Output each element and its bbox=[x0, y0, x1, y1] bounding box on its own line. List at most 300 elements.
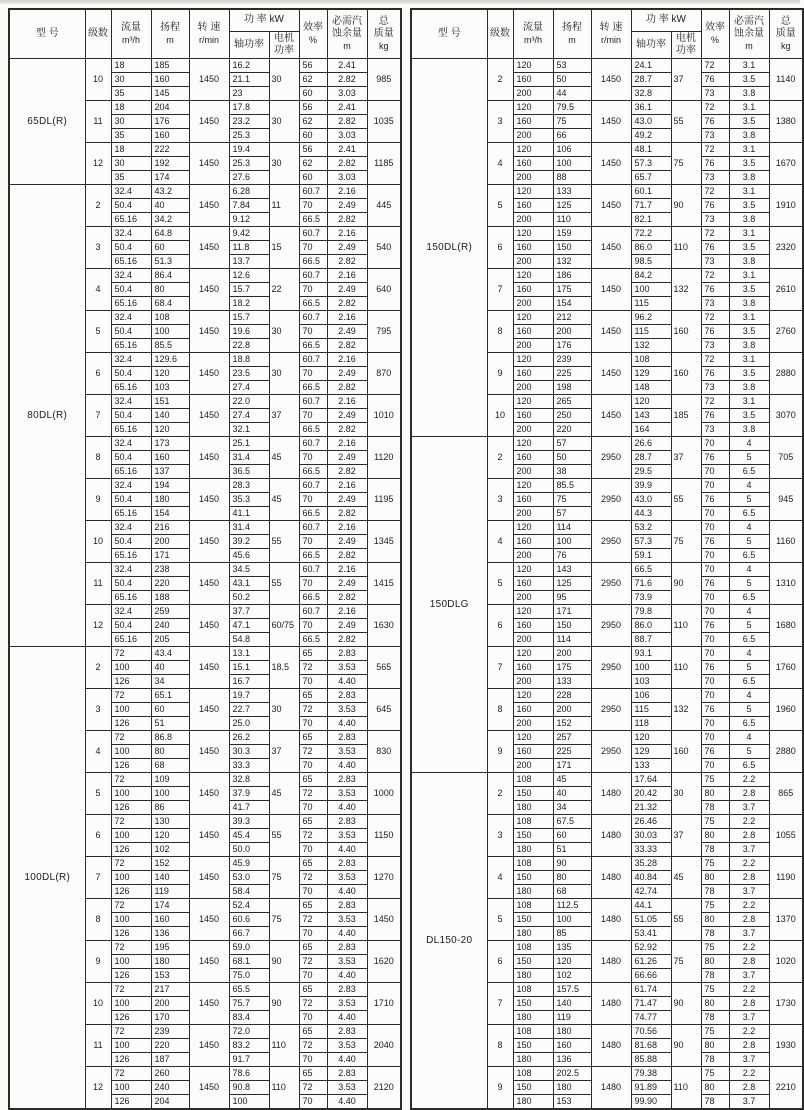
eff-cell: 70 bbox=[299, 759, 327, 773]
head-cell: 34 bbox=[151, 675, 189, 689]
shaft-cell: 61.74 bbox=[631, 983, 671, 997]
eff-cell: 75 bbox=[701, 983, 729, 997]
flow-cell: 200 bbox=[513, 339, 553, 353]
flow-cell: 120 bbox=[513, 143, 553, 157]
eff-cell: 70 bbox=[701, 479, 729, 493]
head-cell: 174 bbox=[151, 171, 189, 185]
flow-cell: 180 bbox=[513, 927, 553, 941]
flow-cell: 120 bbox=[513, 227, 553, 241]
eff-cell: 75 bbox=[701, 1067, 729, 1081]
speed-cell: 1450 bbox=[591, 269, 631, 311]
head-cell: 238 bbox=[151, 563, 189, 577]
shaft-cell: 24.1 bbox=[631, 59, 671, 73]
npsh-cell: 2.16 bbox=[327, 227, 367, 241]
npsh-cell: 3.53 bbox=[327, 871, 367, 885]
speed-cell: 1450 bbox=[189, 395, 229, 437]
npsh-cell: 2.82 bbox=[327, 381, 367, 395]
flow-cell: 150 bbox=[513, 871, 553, 885]
mass-cell: 1960 bbox=[769, 689, 803, 731]
eff-cell: 78 bbox=[701, 1095, 729, 1110]
stages-cell: 3 bbox=[487, 479, 513, 521]
speed-cell: 1450 bbox=[591, 143, 631, 185]
model-cell: 80DL(R) bbox=[9, 185, 85, 647]
head-cell: 88 bbox=[553, 171, 591, 185]
head-cell: 217 bbox=[151, 983, 189, 997]
eff-cell: 66.5 bbox=[299, 591, 327, 605]
shaft-cell: 88.7 bbox=[631, 633, 671, 647]
head-cell: 140 bbox=[151, 409, 189, 423]
npsh-cell: 3.53 bbox=[327, 787, 367, 801]
mass-cell: 1190 bbox=[769, 857, 803, 899]
flow-cell: 200 bbox=[513, 171, 553, 185]
shaft-cell: 65.5 bbox=[229, 983, 269, 997]
mass-cell: 1035 bbox=[367, 101, 401, 143]
flow-cell: 30 bbox=[111, 115, 151, 129]
model-cell: 150DL(R) bbox=[411, 59, 487, 437]
head-cell: 257 bbox=[553, 731, 591, 745]
shaft-cell: 132 bbox=[631, 339, 671, 353]
shaft-cell: 35.28 bbox=[631, 857, 671, 871]
head-cell: 40 bbox=[553, 787, 591, 801]
flow-cell: 160 bbox=[513, 115, 553, 129]
eff-cell: 66.5 bbox=[299, 507, 327, 521]
flow-cell: 50.4 bbox=[111, 619, 151, 633]
col-header-speed-label: 转 速 bbox=[197, 22, 221, 34]
eff-cell: 66.5 bbox=[299, 255, 327, 269]
npsh-cell: 4 bbox=[729, 605, 769, 619]
col-header-npsh bbox=[729, 9, 769, 59]
eff-cell: 72 bbox=[299, 745, 327, 759]
shaft-cell: 60.1 bbox=[631, 185, 671, 199]
head-cell: 60 bbox=[553, 829, 591, 843]
stages-cell: 6 bbox=[85, 815, 111, 857]
head-cell: 265 bbox=[553, 395, 591, 409]
shaft-cell: 129 bbox=[631, 367, 671, 381]
speed-cell: 1450 bbox=[189, 311, 229, 353]
shaft-cell: 28.3 bbox=[229, 479, 269, 493]
npsh-cell: 5 bbox=[729, 493, 769, 507]
npsh-cell: 2.83 bbox=[327, 983, 367, 997]
stages-cell: 7 bbox=[487, 983, 513, 1025]
shaft-cell: 22.0 bbox=[229, 395, 269, 409]
motor-cell: 55 bbox=[671, 899, 701, 941]
eff-cell: 70 bbox=[299, 409, 327, 423]
speed-cell: 1450 bbox=[591, 185, 631, 227]
head-cell: 145 bbox=[151, 87, 189, 101]
mass-cell: 1450 bbox=[367, 899, 401, 941]
mass-cell: 2320 bbox=[769, 227, 803, 269]
npsh-cell: 4 bbox=[729, 731, 769, 745]
col-header-flow-unit: m³/h bbox=[524, 34, 542, 45]
shaft-cell: 148 bbox=[631, 381, 671, 395]
eff-cell: 70 bbox=[299, 1095, 327, 1110]
npsh-cell: 2.16 bbox=[327, 437, 367, 451]
flow-cell: 32.4 bbox=[111, 311, 151, 325]
head-cell: 240 bbox=[151, 1081, 189, 1095]
flow-cell: 160 bbox=[513, 745, 553, 759]
spec-row bbox=[411, 437, 803, 451]
shaft-cell: 40.84 bbox=[631, 871, 671, 885]
flow-cell: 160 bbox=[513, 73, 553, 87]
col-header-mass bbox=[367, 9, 401, 59]
npsh-cell: 3.8 bbox=[729, 297, 769, 311]
head-cell: 171 bbox=[553, 759, 591, 773]
shaft-cell: 71.6 bbox=[631, 577, 671, 591]
flow-cell: 50.4 bbox=[111, 409, 151, 423]
npsh-cell: 3.7 bbox=[729, 1011, 769, 1025]
flow-cell: 30 bbox=[111, 157, 151, 171]
model-cell: 150DLG bbox=[411, 437, 487, 773]
mass-cell: 2040 bbox=[367, 1025, 401, 1067]
eff-cell: 73 bbox=[701, 171, 729, 185]
flow-cell: 72 bbox=[111, 689, 151, 703]
npsh-cell: 3.53 bbox=[327, 997, 367, 1011]
npsh-cell: 4.40 bbox=[327, 717, 367, 731]
head-cell: 159 bbox=[553, 227, 591, 241]
stages-cell: 3 bbox=[85, 227, 111, 269]
head-cell: 195 bbox=[151, 941, 189, 955]
head-cell: 200 bbox=[553, 703, 591, 717]
eff-cell: 75 bbox=[701, 773, 729, 787]
eff-cell: 66.5 bbox=[299, 633, 327, 647]
motor-cell: 110 bbox=[671, 647, 701, 689]
eff-cell: 72 bbox=[701, 59, 729, 73]
head-cell: 132 bbox=[553, 255, 591, 269]
npsh-cell: 2.2 bbox=[729, 857, 769, 871]
mass-cell: 1630 bbox=[367, 605, 401, 647]
head-cell: 222 bbox=[151, 143, 189, 157]
head-cell: 176 bbox=[553, 339, 591, 353]
npsh-cell: 6.5 bbox=[729, 759, 769, 773]
head-cell: 102 bbox=[553, 969, 591, 983]
flow-cell: 150 bbox=[513, 787, 553, 801]
mass-cell: 1760 bbox=[769, 647, 803, 689]
shaft-cell: 86.0 bbox=[631, 619, 671, 633]
npsh-cell: 2.49 bbox=[327, 199, 367, 213]
npsh-cell: 3.7 bbox=[729, 885, 769, 899]
npsh-cell: 3.5 bbox=[729, 115, 769, 129]
motor-cell: 45 bbox=[671, 857, 701, 899]
stages-cell: 3 bbox=[85, 689, 111, 731]
motor-cell: 75 bbox=[671, 143, 701, 185]
mass-cell: 1020 bbox=[769, 941, 803, 983]
shaft-cell: 19.7 bbox=[229, 689, 269, 703]
npsh-cell: 2.16 bbox=[327, 479, 367, 493]
mass-cell: 1310 bbox=[769, 563, 803, 605]
eff-cell: 76 bbox=[701, 199, 729, 213]
npsh-cell: 2.16 bbox=[327, 185, 367, 199]
shaft-cell: 53.41 bbox=[631, 927, 671, 941]
flow-cell: 100 bbox=[111, 745, 151, 759]
npsh-cell: 6.5 bbox=[729, 633, 769, 647]
shaft-cell: 74.77 bbox=[631, 1011, 671, 1025]
flow-cell: 126 bbox=[111, 843, 151, 857]
head-cell: 239 bbox=[553, 353, 591, 367]
head-cell: 140 bbox=[553, 997, 591, 1011]
eff-cell: 72 bbox=[299, 661, 327, 675]
shaft-cell: 143 bbox=[631, 409, 671, 423]
flow-cell: 160 bbox=[513, 577, 553, 591]
flow-cell: 65.16 bbox=[111, 549, 151, 563]
npsh-cell: 2.2 bbox=[729, 899, 769, 913]
npsh-cell: 2.83 bbox=[327, 731, 367, 745]
head-cell: 153 bbox=[151, 969, 189, 983]
eff-cell: 60.7 bbox=[299, 269, 327, 283]
npsh-cell: 4.40 bbox=[327, 1095, 367, 1110]
shaft-cell: 37.7 bbox=[229, 605, 269, 619]
eff-cell: 73 bbox=[701, 87, 729, 101]
npsh-cell: 2.49 bbox=[327, 283, 367, 297]
eff-cell: 70 bbox=[701, 563, 729, 577]
flow-cell: 126 bbox=[111, 1095, 151, 1110]
flow-cell: 32.4 bbox=[111, 605, 151, 619]
stages-cell: 5 bbox=[487, 185, 513, 227]
col-header-mass-unit: kg bbox=[378, 40, 389, 51]
npsh-cell: 2.8 bbox=[729, 1039, 769, 1053]
npsh-cell: 2.82 bbox=[327, 255, 367, 269]
head-cell: 160 bbox=[151, 73, 189, 87]
stages-cell: 9 bbox=[487, 353, 513, 395]
flow-cell: 50.4 bbox=[111, 451, 151, 465]
eff-cell: 78 bbox=[701, 969, 729, 983]
speed-cell: 1450 bbox=[189, 521, 229, 563]
npsh-cell: 2.41 bbox=[327, 101, 367, 115]
col-header-speed bbox=[189, 9, 229, 59]
shaft-cell: 41.1 bbox=[229, 507, 269, 521]
eff-cell: 70 bbox=[299, 367, 327, 381]
head-cell: 80 bbox=[151, 745, 189, 759]
eff-cell: 65 bbox=[299, 647, 327, 661]
speed-cell: 1480 bbox=[591, 815, 631, 857]
shaft-cell: 59.0 bbox=[229, 941, 269, 955]
eff-cell: 76 bbox=[701, 283, 729, 297]
spec-row bbox=[9, 59, 401, 73]
speed-cell: 1450 bbox=[591, 59, 631, 101]
shaft-cell: 33.3 bbox=[229, 759, 269, 773]
head-cell: 40 bbox=[151, 661, 189, 675]
eff-cell: 80 bbox=[701, 1081, 729, 1095]
motor-cell: 37 bbox=[269, 731, 299, 773]
npsh-cell: 3.53 bbox=[327, 1081, 367, 1095]
head-cell: 171 bbox=[553, 605, 591, 619]
speed-cell: 1450 bbox=[189, 647, 229, 689]
head-cell: 66 bbox=[553, 129, 591, 143]
speed-cell: 1450 bbox=[189, 689, 229, 731]
shaft-cell: 17.8 bbox=[229, 101, 269, 115]
npsh-cell: 2.2 bbox=[729, 815, 769, 829]
shaft-cell: 72.0 bbox=[229, 1025, 269, 1039]
eff-cell: 75 bbox=[701, 857, 729, 871]
col-header-eff-label: 效率 bbox=[303, 22, 323, 34]
shaft-cell: 28.7 bbox=[631, 451, 671, 465]
npsh-cell: 2.8 bbox=[729, 913, 769, 927]
stages-cell: 3 bbox=[487, 101, 513, 143]
pump-spec-table-right bbox=[410, 8, 804, 1110]
npsh-cell: 4 bbox=[729, 689, 769, 703]
head-cell: 154 bbox=[553, 297, 591, 311]
stages-cell: 10 bbox=[85, 521, 111, 563]
mass-cell: 1000 bbox=[367, 773, 401, 815]
eff-cell: 62 bbox=[299, 73, 327, 87]
flow-cell: 50.4 bbox=[111, 283, 151, 297]
shaft-cell: 96.2 bbox=[631, 311, 671, 325]
eff-cell: 78 bbox=[701, 885, 729, 899]
motor-cell: 37 bbox=[671, 437, 701, 479]
eff-cell: 60.7 bbox=[299, 185, 327, 199]
col-header-flow-label: 流量 bbox=[121, 22, 141, 34]
shaft-cell: 106 bbox=[631, 689, 671, 703]
npsh-cell: 5 bbox=[729, 535, 769, 549]
mass-cell: 645 bbox=[367, 689, 401, 731]
npsh-cell: 2.82 bbox=[327, 157, 367, 171]
shaft-cell: 71.47 bbox=[631, 997, 671, 1011]
npsh-cell: 3.03 bbox=[327, 87, 367, 101]
flow-cell: 72 bbox=[111, 773, 151, 787]
npsh-cell: 2.2 bbox=[729, 1067, 769, 1081]
col-header-mass-label-2: 质量 bbox=[775, 28, 796, 40]
shaft-cell: 75.0 bbox=[229, 969, 269, 983]
mass-cell: 1930 bbox=[769, 1025, 803, 1067]
shaft-cell: 49.2 bbox=[631, 129, 671, 143]
mass-cell: 1345 bbox=[367, 521, 401, 563]
flow-cell: 65.16 bbox=[111, 591, 151, 605]
shaft-cell: 21.1 bbox=[229, 73, 269, 87]
npsh-cell: 2.8 bbox=[729, 1081, 769, 1095]
speed-cell: 2950 bbox=[591, 605, 631, 647]
head-cell: 100 bbox=[151, 325, 189, 339]
shaft-cell: 98.5 bbox=[631, 255, 671, 269]
npsh-cell: 2.2 bbox=[729, 941, 769, 955]
stages-cell: 5 bbox=[85, 311, 111, 353]
shaft-cell: 57.3 bbox=[631, 157, 671, 171]
speed-cell: 2950 bbox=[591, 647, 631, 689]
col-header-eff-unit: % bbox=[308, 34, 317, 45]
col-header-mass-label-2: 质量 bbox=[373, 28, 394, 40]
head-cell: 65.1 bbox=[151, 689, 189, 703]
shaft-cell: 59.1 bbox=[631, 549, 671, 563]
mass-cell: 3070 bbox=[769, 395, 803, 437]
head-cell: 119 bbox=[151, 885, 189, 899]
npsh-cell: 6.5 bbox=[729, 549, 769, 563]
shaft-cell: 22.8 bbox=[229, 339, 269, 353]
flow-cell: 200 bbox=[513, 255, 553, 269]
shaft-cell: 39.3 bbox=[229, 815, 269, 829]
eff-cell: 72 bbox=[299, 997, 327, 1011]
col-header-head bbox=[151, 9, 189, 59]
col-header-stages bbox=[487, 9, 513, 59]
head-cell: 173 bbox=[151, 437, 189, 451]
col-header-power bbox=[229, 9, 299, 32]
head-cell: 120 bbox=[553, 955, 591, 969]
motor-cell: 30 bbox=[269, 311, 299, 353]
flow-cell: 100 bbox=[111, 1081, 151, 1095]
flow-cell: 126 bbox=[111, 675, 151, 689]
flow-cell: 30 bbox=[111, 73, 151, 87]
eff-cell: 70 bbox=[299, 451, 327, 465]
eff-cell: 75 bbox=[701, 1025, 729, 1039]
eff-cell: 80 bbox=[701, 913, 729, 927]
stages-cell: 4 bbox=[85, 269, 111, 311]
stages-cell: 7 bbox=[85, 857, 111, 899]
flow-cell: 108 bbox=[513, 773, 553, 787]
motor-cell: 30 bbox=[269, 59, 299, 101]
shaft-cell: 57.3 bbox=[631, 535, 671, 549]
mass-cell: 865 bbox=[769, 773, 803, 815]
mass-cell: 1710 bbox=[367, 983, 401, 1025]
eff-cell: 73 bbox=[701, 213, 729, 227]
flow-cell: 18 bbox=[111, 101, 151, 115]
flow-cell: 150 bbox=[513, 913, 553, 927]
shaft-cell: 79.38 bbox=[631, 1067, 671, 1081]
speed-cell: 1450 bbox=[189, 605, 229, 647]
eff-cell: 70 bbox=[299, 843, 327, 857]
npsh-cell: 2.8 bbox=[729, 871, 769, 885]
mass-cell: 1010 bbox=[367, 395, 401, 437]
eff-cell: 65 bbox=[299, 731, 327, 745]
eff-cell: 65 bbox=[299, 815, 327, 829]
flow-cell: 108 bbox=[513, 1025, 553, 1039]
head-cell: 125 bbox=[553, 199, 591, 213]
eff-cell: 70 bbox=[701, 689, 729, 703]
mass-cell: 445 bbox=[367, 185, 401, 227]
speed-cell: 1450 bbox=[189, 101, 229, 143]
eff-cell: 72 bbox=[299, 1081, 327, 1095]
head-cell: 119 bbox=[553, 1011, 591, 1025]
head-cell: 185 bbox=[151, 59, 189, 73]
npsh-cell: 2.82 bbox=[327, 465, 367, 479]
spec-row bbox=[411, 59, 803, 73]
eff-cell: 65 bbox=[299, 773, 327, 787]
shaft-cell: 36.1 bbox=[631, 101, 671, 115]
npsh-cell: 3.53 bbox=[327, 703, 367, 717]
motor-cell: 55 bbox=[269, 815, 299, 857]
eff-cell: 60.7 bbox=[299, 227, 327, 241]
npsh-cell: 4 bbox=[729, 479, 769, 493]
spec-row bbox=[411, 773, 803, 787]
head-cell: 171 bbox=[151, 549, 189, 563]
shaft-cell: 45.4 bbox=[229, 829, 269, 843]
npsh-cell: 2.82 bbox=[327, 549, 367, 563]
npsh-cell: 2.82 bbox=[327, 297, 367, 311]
eff-cell: 70 bbox=[299, 199, 327, 213]
eff-cell: 72 bbox=[701, 101, 729, 115]
eff-cell: 60.7 bbox=[299, 395, 327, 409]
shaft-cell: 29.5 bbox=[631, 465, 671, 479]
motor-cell: 110 bbox=[671, 605, 701, 647]
col-header-stages-label: 级数 bbox=[88, 27, 108, 39]
shaft-cell: 65.7 bbox=[631, 171, 671, 185]
flow-cell: 120 bbox=[513, 101, 553, 115]
shaft-cell: 19.4 bbox=[229, 143, 269, 157]
npsh-cell: 3.5 bbox=[729, 199, 769, 213]
motor-cell: 160 bbox=[671, 731, 701, 773]
npsh-cell: 4.40 bbox=[327, 969, 367, 983]
shaft-cell: 12.6 bbox=[229, 269, 269, 283]
flow-cell: 160 bbox=[513, 199, 553, 213]
head-cell: 200 bbox=[151, 535, 189, 549]
head-cell: 100 bbox=[553, 535, 591, 549]
eff-cell: 72 bbox=[701, 143, 729, 157]
eff-cell: 65 bbox=[299, 899, 327, 913]
speed-cell: 1480 bbox=[591, 1067, 631, 1110]
mass-cell: 830 bbox=[367, 731, 401, 773]
flow-cell: 65.16 bbox=[111, 339, 151, 353]
stages-cell: 7 bbox=[487, 647, 513, 689]
flow-cell: 108 bbox=[513, 941, 553, 955]
speed-cell: 1480 bbox=[591, 857, 631, 899]
head-cell: 110 bbox=[553, 213, 591, 227]
table-body-right bbox=[411, 59, 803, 1110]
